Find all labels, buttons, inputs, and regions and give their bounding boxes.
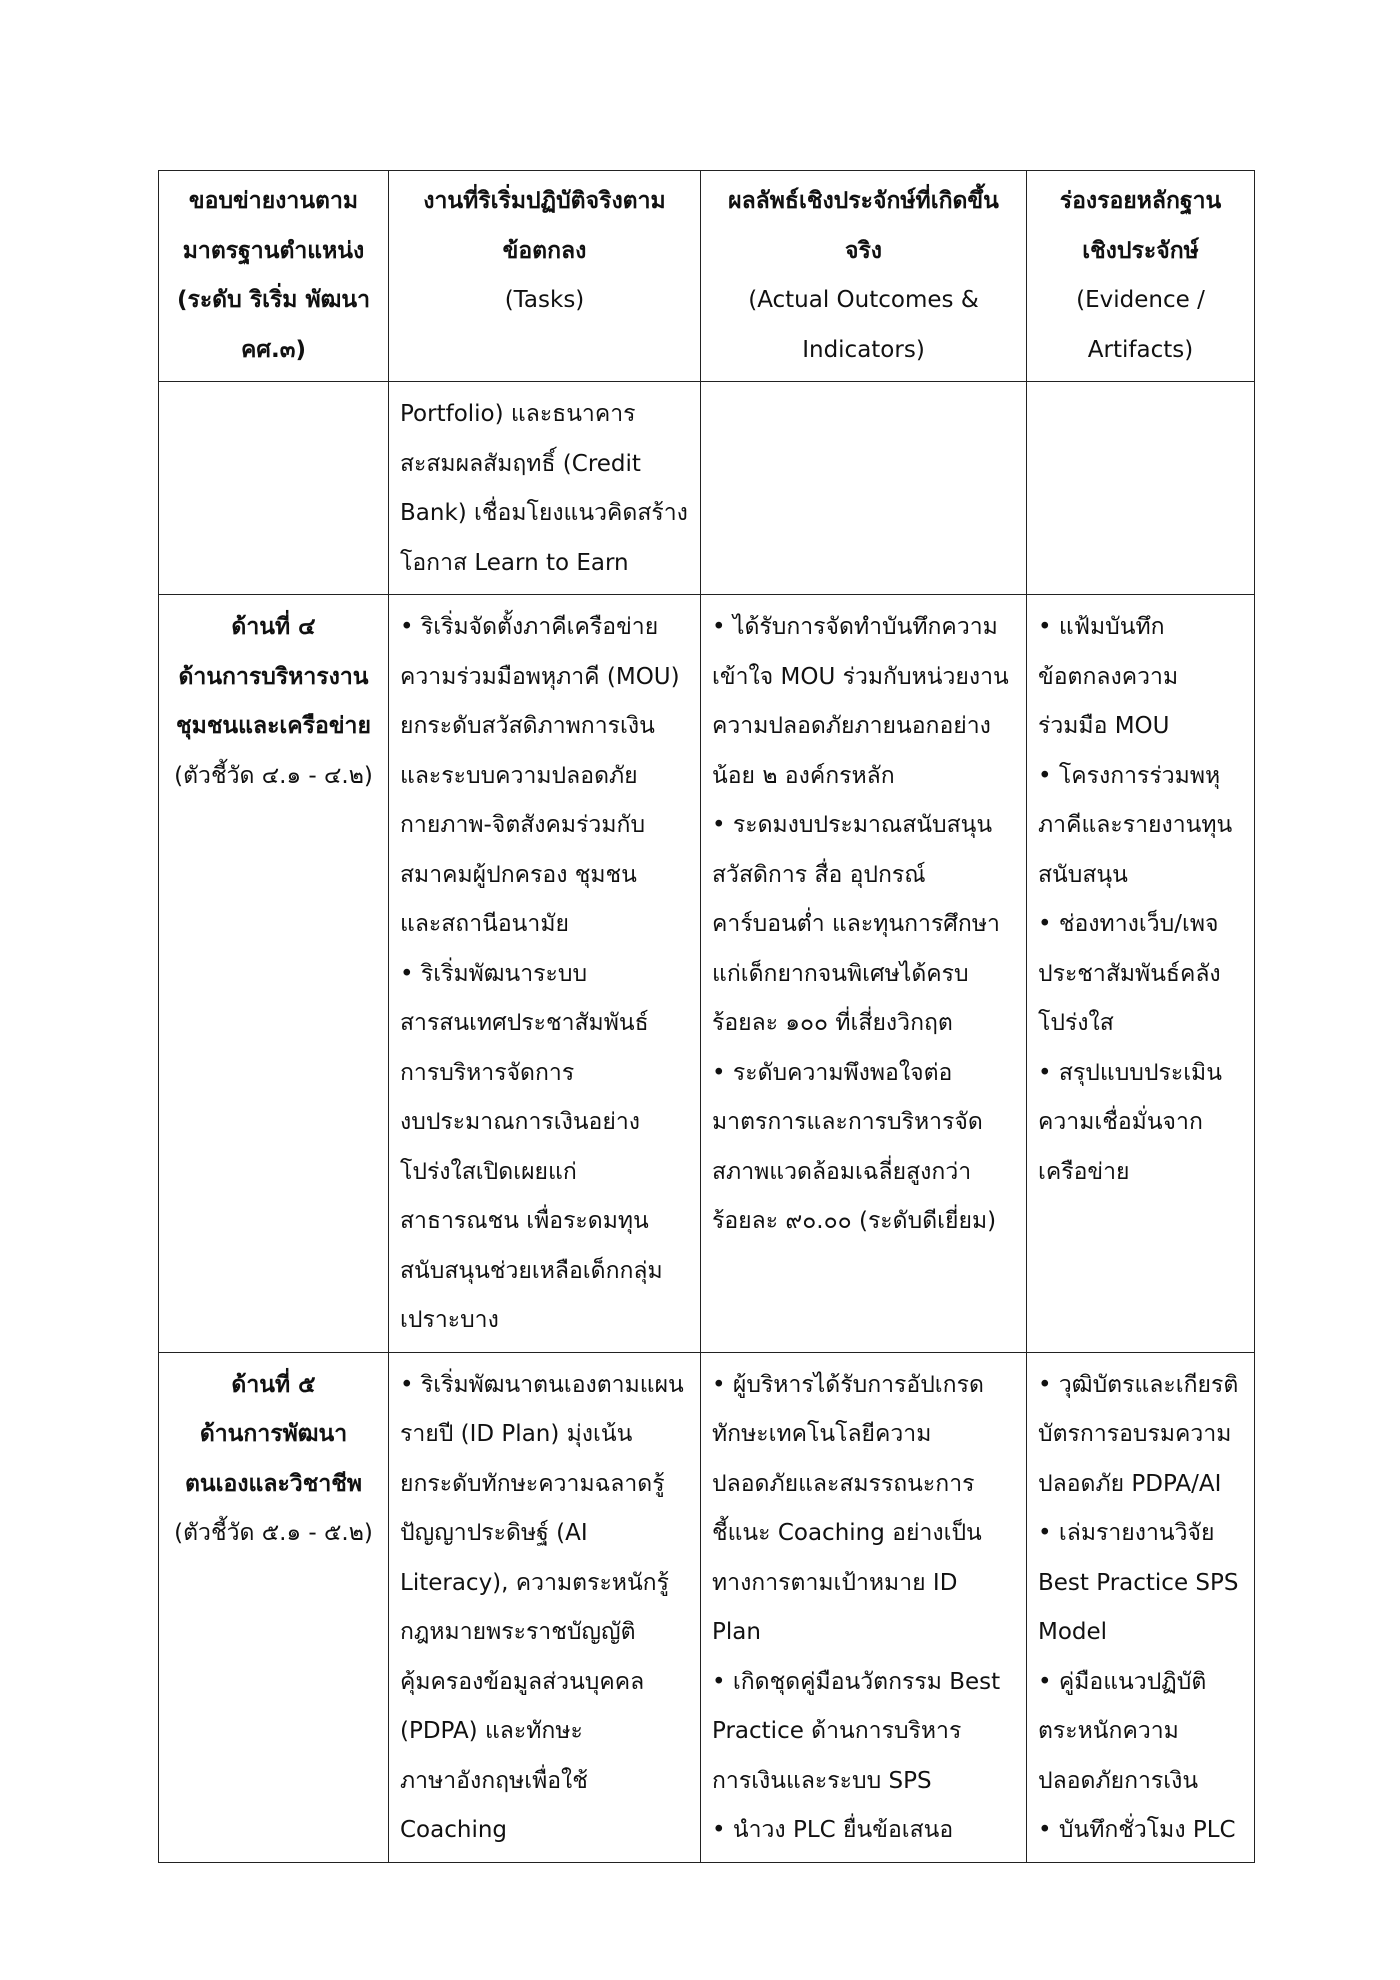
cell-line: ปลอดภัย PDPA/AI — [1038, 1470, 1222, 1497]
cell-line: กายภาพ-จิตสังคมร่วมกับ — [400, 812, 646, 838]
tasks-cell — [389, 1352, 701, 1862]
cell-line: โปร่งใสเปิดเผยแก่ — [400, 1158, 577, 1185]
header-line: ข้อตกลง — [502, 237, 587, 264]
cell-line: Coaching — [400, 1817, 508, 1843]
cell-line: • สรุปแบบประเมิน — [1038, 1059, 1222, 1086]
cell-line: สาธารณชน เพื่อระดมทุน — [400, 1208, 649, 1234]
area-indicators: (ตัวชี้วัด ๕.๑ - ๕.๒) — [174, 1520, 373, 1546]
cell-line: • ผู้บริหารได้รับการอัปเกรด — [712, 1371, 984, 1398]
cell-line: ทางการตามเป้าหมาย ID — [712, 1569, 958, 1596]
tasks-cell — [389, 382, 701, 595]
cell-line: งบประมาณการเงินอย่าง — [400, 1109, 640, 1135]
cell-line: • ระดับความพึงพอใจต่อ — [712, 1059, 953, 1086]
cell-line: • บันทึกชั่วโมง PLC — [1038, 1817, 1236, 1843]
cell-line: Practice ด้านการบริหาร — [712, 1718, 962, 1744]
header-line: งานที่ริเริ่มปฏิบัติจริงตาม — [423, 188, 666, 214]
header-line: (Evidence / — [1076, 287, 1205, 313]
cell-line: คาร์บอนต่ำ และทุนการศึกษา — [712, 911, 1000, 937]
cell-line: ตระหนักความ — [1038, 1718, 1179, 1744]
cell-line: โอกาส Learn to Earn — [400, 549, 629, 576]
cell-line: • นำวง PLC ยื่นข้อเสนอ — [712, 1817, 954, 1843]
area-cell — [159, 382, 389, 595]
cell-line: ร่วมมือ MOU — [1038, 713, 1170, 739]
area-title: ตนเองและวิชาชีพ — [184, 1470, 363, 1497]
cell-line: และสถานีอนามัย — [400, 911, 569, 937]
header-cell-outcomes — [701, 171, 1027, 382]
cell-line: • เกิดชุดคู่มือนวัตกรรม Best — [712, 1668, 1001, 1695]
cell-line: Bank) เชื่อมโยงแนวคิดสร้าง — [400, 500, 688, 526]
table-row — [159, 1352, 1255, 1862]
cell-line: สภาพแวดล้อมเฉลี่ยสูงกว่า — [712, 1158, 972, 1185]
header-line: เชิงประจักษ์ — [1082, 237, 1199, 264]
cell-line: ทักษะเทคโนโลยีความ — [712, 1421, 932, 1447]
header-cell-tasks — [389, 171, 701, 382]
table-header-row — [159, 171, 1255, 382]
outcomes-cell — [701, 595, 1027, 1353]
cell-line: เปราะบาง — [400, 1307, 499, 1333]
cell-line: รายปี (ID Plan) มุ่งเน้น — [400, 1421, 633, 1447]
header-line: (ระดับ ริเริ่ม พัฒนา — [176, 287, 371, 313]
table-row — [159, 382, 1255, 595]
header-cell-evidence — [1027, 171, 1255, 382]
cell-line: สารสนเทศประชาสัมพันธ์ — [400, 1010, 649, 1036]
header-line: ผลลัพธ์เชิงประจักษ์ที่เกิดขึ้น — [728, 188, 999, 214]
cell-line: และระบบความปลอดภัย — [400, 762, 638, 789]
area-title: ชุมชนและเครือข่าย — [176, 713, 371, 739]
cell-line: • แฟ้มบันทึก — [1038, 614, 1165, 640]
cell-line: • ระดมงบประมาณสนับสนุน — [712, 812, 993, 838]
area-cell — [159, 595, 389, 1353]
cell-line: • ได้รับการจัดทำบันทึกความ — [712, 614, 998, 640]
cell-line: • ริเริ่มพัฒนาระบบ — [400, 960, 588, 987]
cell-line: บัตรการอบรมความ — [1038, 1421, 1232, 1447]
cell-line: • วุฒิบัตรและเกียรติ — [1038, 1371, 1239, 1398]
cell-line: ยกระดับสวัสดิภาพการเงิน — [400, 713, 655, 739]
cell-line: ชี้แนะ Coaching อย่างเป็น — [712, 1520, 982, 1546]
cell-line: สวัสดิการ สื่อ อุปกรณ์ — [712, 861, 926, 888]
area-title: ด้านการบริหารงาน — [178, 663, 369, 690]
cell-line: คุ้มครองข้อมูลส่วนบุคคล — [400, 1668, 645, 1695]
header-line: มาตรฐานตำแหน่ง — [182, 237, 365, 264]
evidence-cell — [1027, 595, 1255, 1353]
area-number: ด้านที่ ๔ — [231, 614, 316, 640]
cell-line: ร้อยละ ๑๐๐ ที่เสี่ยงวิกฤต — [712, 1010, 953, 1036]
cell-line: กฎหมายพระราชบัญญัติ — [400, 1619, 636, 1645]
cell-line: ความเชื่อมั่นจาก — [1038, 1109, 1203, 1135]
cell-line: ปลอดภัยและสมรรถนะการ — [712, 1470, 975, 1497]
cell-line: สนับสนุนช่วยเหลือเด็กกลุ่ม — [400, 1257, 663, 1284]
cell-line: • ริเริ่มพัฒนาตนเองตามแผน — [400, 1371, 684, 1398]
table-row — [159, 595, 1255, 1353]
cell-line: การบริหารจัดการ — [400, 1059, 575, 1086]
outcomes-cell — [701, 1352, 1027, 1862]
header-cell-scope — [159, 171, 389, 382]
cell-line: เครือข่าย — [1038, 1158, 1130, 1185]
evidence-cell — [1027, 1352, 1255, 1862]
cell-line: ภาคีและรายงานทุน — [1038, 812, 1233, 838]
header-line: (Tasks) — [504, 287, 585, 313]
cell-line: ประชาสัมพันธ์คลัง — [1038, 960, 1221, 987]
cell-line: ความปลอดภัยภายนอกอย่าง — [712, 713, 991, 739]
cell-line: เข้าใจ MOU ร่วมกับหน่วยงาน — [712, 663, 1009, 690]
cell-line: สมาคมผู้ปกครอง ชุมชน — [400, 861, 637, 888]
cell-line: ความร่วมมือพหุภาคี (MOU) — [400, 663, 680, 690]
header-line: จริง — [844, 237, 883, 264]
cell-line: ยกระดับทักษะความฉลาดรู้ — [400, 1470, 665, 1497]
header-line: ขอบข่ายงานตาม — [188, 188, 359, 214]
cell-line: สนับสนุน — [1038, 861, 1128, 888]
cell-line: • เล่มรายงานวิจัย — [1038, 1520, 1215, 1546]
header-line: Artifacts) — [1087, 336, 1194, 363]
cell-line: • ริเริ่มจัดตั้งภาคีเครือข่าย — [400, 614, 659, 640]
header-line: Indicators) — [802, 336, 925, 363]
cell-line: ข้อตกลงความ — [1038, 663, 1179, 690]
cell-line: • โครงการร่วมพหุ — [1038, 762, 1221, 789]
header-line: คศ.๓) — [241, 336, 306, 363]
header-line: (Actual Outcomes & — [748, 287, 979, 313]
cell-line: Model — [1038, 1619, 1108, 1645]
cell-line: • ช่องทางเว็บ/เพจ — [1038, 911, 1219, 937]
cell-line: โปร่งใส — [1038, 1010, 1114, 1036]
area-indicators: (ตัวชี้วัด ๔.๑ - ๔.๒) — [174, 762, 373, 789]
cell-line: Plan — [712, 1619, 761, 1645]
evidence-cell — [1027, 382, 1255, 595]
cell-line: Literacy), ความตระหนักรู้ — [400, 1569, 669, 1596]
cell-line: แก่เด็กยากจนพิเศษได้ครบ — [712, 960, 969, 987]
cell-line: Portfolio) และธนาคาร — [400, 401, 636, 427]
header-line: ร่องรอยหลักฐาน — [1059, 188, 1222, 214]
cell-line: Best Practice SPS — [1038, 1569, 1239, 1596]
area-number: ด้านที่ ๕ — [231, 1371, 316, 1398]
cell-line: สะสมผลสัมฤทธิ์ (Credit — [400, 450, 641, 477]
cell-line: (PDPA) และทักษะ — [400, 1718, 583, 1744]
cell-line: ภาษาอังกฤษเพื่อใช้ — [400, 1767, 588, 1794]
cell-line: ปัญญาประดิษฐ์ (AI — [400, 1520, 588, 1546]
cell-line: การเงินและระบบ SPS — [712, 1767, 932, 1794]
performance-table — [158, 170, 1255, 1863]
area-cell — [159, 1352, 389, 1862]
cell-line: ร้อยละ ๙๐.๐๐ (ระดับดีเยี่ยม) — [712, 1208, 997, 1234]
cell-line: • คู่มือแนวปฏิบัติ — [1038, 1668, 1207, 1695]
outcomes-cell — [701, 382, 1027, 595]
cell-line: ปลอดภัยการเงิน — [1038, 1767, 1199, 1794]
tasks-cell — [389, 595, 701, 1353]
cell-line: น้อย ๒ องค์กรหลัก — [712, 762, 895, 789]
area-title: ด้านการพัฒนา — [199, 1421, 348, 1447]
cell-line: มาตรการและการบริหารจัด — [712, 1109, 983, 1135]
